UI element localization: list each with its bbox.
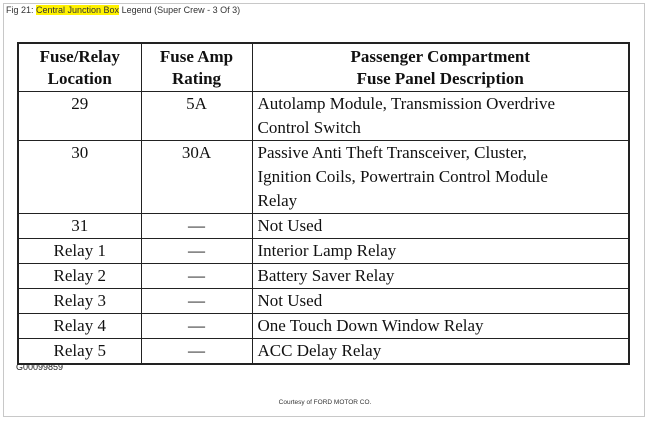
description-line: Relay — [257, 191, 298, 210]
header-amp-rating — [141, 43, 252, 92]
cell-amp-rating: 30A — [141, 141, 252, 214]
description-line: Autolamp Module, Transmission Overdrive — [257, 94, 555, 113]
credit-line: Courtesy of FORD MOTOR CO. — [278, 399, 372, 406]
description-line: Ignition Coils, Powertrain Control Module — [257, 167, 548, 186]
cell-location: Relay 2 — [18, 264, 141, 289]
cell-description — [252, 289, 629, 314]
header-location-line2: Location — [47, 69, 112, 88]
table-row — [18, 92, 629, 141]
cell-location: 30 — [18, 141, 141, 214]
cell-description — [252, 214, 629, 239]
header-amp-line1: Fuse Amp — [159, 47, 234, 66]
header-description-line2: Fuse Panel Description — [356, 69, 524, 88]
cell-amp-rating: — — [141, 314, 252, 339]
header-amp-line2: Rating — [171, 69, 222, 88]
cell-location: Relay 5 — [18, 339, 141, 365]
table-row — [18, 214, 629, 239]
table-row — [18, 141, 629, 214]
cell-amp-rating: — — [141, 289, 252, 314]
description-line: Passive Anti Theft Transceiver, Cluster, — [257, 143, 527, 162]
caption-highlight: Central Junction Box — [36, 5, 120, 15]
caption-prefix: Fig 21: — [6, 5, 37, 15]
header-description-line1: Passenger Compartment — [350, 47, 531, 66]
description-line: Battery Saver Relay — [257, 266, 395, 285]
cell-description — [252, 141, 629, 214]
cell-description — [252, 239, 629, 264]
document-id: G00099859 — [16, 362, 64, 372]
cell-description — [252, 264, 629, 289]
cell-location: 31 — [18, 214, 141, 239]
table-row — [18, 289, 629, 314]
description-line: One Touch Down Window Relay — [257, 316, 484, 335]
fuse-legend-table — [17, 42, 630, 365]
cell-location: Relay 3 — [18, 289, 141, 314]
table-row — [18, 239, 629, 264]
cell-description — [252, 314, 629, 339]
cell-amp-rating: — — [141, 339, 252, 365]
description-line: Not Used — [257, 291, 323, 310]
table-header-row — [18, 43, 629, 92]
header-description — [252, 43, 629, 92]
cell-location: 29 — [18, 92, 141, 141]
figure-caption — [6, 5, 240, 15]
table-row — [18, 264, 629, 289]
cell-description — [252, 92, 629, 141]
table-row — [18, 314, 629, 339]
header-location — [18, 43, 141, 92]
description-line: Interior Lamp Relay — [257, 241, 397, 260]
cell-amp-rating: — — [141, 264, 252, 289]
cell-amp-rating: 5A — [141, 92, 252, 141]
description-line: Control Switch — [257, 118, 361, 137]
caption-suffix: Legend (Super Crew - 3 Of 3) — [119, 5, 241, 15]
table-row — [18, 339, 629, 365]
cell-location: Relay 4 — [18, 314, 141, 339]
cell-amp-rating: — — [141, 239, 252, 264]
header-location-line1: Fuse/Relay — [39, 47, 120, 66]
cell-location: Relay 1 — [18, 239, 141, 264]
description-line: ACC Delay Relay — [257, 341, 382, 360]
cell-description — [252, 339, 629, 365]
cell-amp-rating: — — [141, 214, 252, 239]
description-line: Not Used — [257, 216, 323, 235]
table-body — [18, 92, 629, 365]
